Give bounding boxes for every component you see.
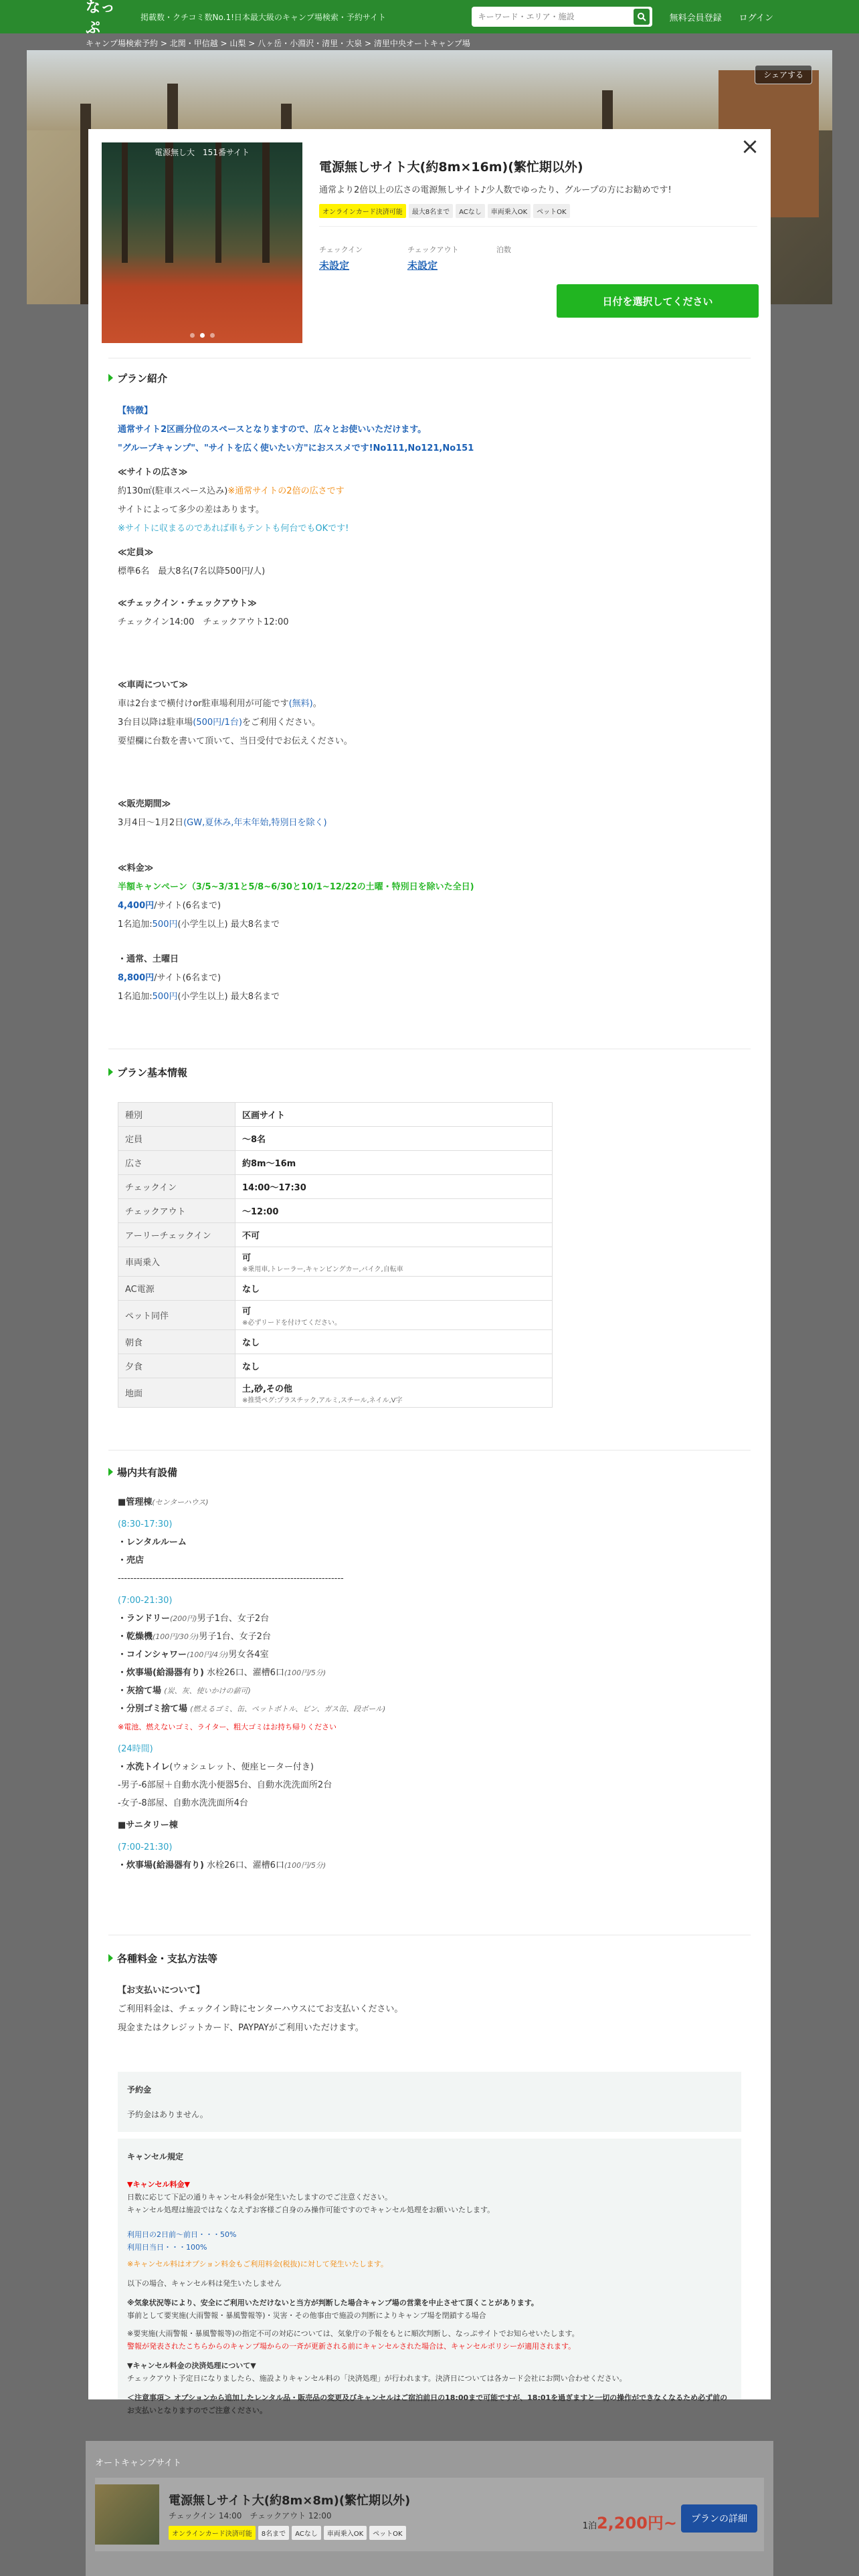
text: /サイト(6名まで) bbox=[154, 973, 221, 983]
text: ご利用料金は、チェックイン時にセンターハウスにてお支払いください。 bbox=[118, 2004, 403, 2014]
info-row bbox=[118, 1151, 553, 1175]
info-key: 広さ bbox=[118, 1151, 235, 1175]
text bbox=[118, 1610, 385, 1628]
photo-tree bbox=[215, 142, 221, 263]
photo-tree bbox=[122, 142, 128, 263]
info-value-text: 可 bbox=[242, 1306, 252, 1317]
text bbox=[118, 482, 474, 501]
text: 男子1台、女子2台 bbox=[199, 1632, 271, 1642]
info-key: 車両乗入 bbox=[118, 1247, 235, 1277]
info-key: AC電源 bbox=[118, 1277, 235, 1301]
text bbox=[118, 897, 474, 916]
info-row bbox=[118, 1330, 553, 1354]
text: 500円 bbox=[152, 920, 178, 930]
text: (センターハウス) bbox=[152, 1498, 209, 1507]
photo-caption: 電源無し大 151番サイト bbox=[154, 148, 250, 157]
text: 通常サイト2区画分位のスペースとなりますので、広々とお使いいただけます。 bbox=[118, 425, 427, 435]
text: 1名追加: bbox=[118, 992, 153, 1002]
text: 3台目以降は駐車場 bbox=[118, 718, 193, 728]
tag: ACなし bbox=[292, 2526, 321, 2540]
divider bbox=[319, 226, 757, 227]
hero-sky bbox=[27, 50, 832, 130]
plan-modal bbox=[88, 129, 771, 2415]
checkout-label: チェックアウト bbox=[407, 245, 459, 254]
text: ------------------------------------------------------------------------ bbox=[118, 1574, 344, 1584]
text: ・水洗トイレ bbox=[118, 1762, 170, 1772]
text: (100円/30分) bbox=[153, 1632, 199, 1641]
plan-intro-text bbox=[118, 402, 474, 1006]
text: ■サニタリー棟 bbox=[118, 1820, 178, 1830]
text: 500円 bbox=[152, 992, 178, 1002]
info-value bbox=[235, 1378, 553, 1408]
tag: ペットOK bbox=[533, 204, 569, 218]
text: (100円/5分) bbox=[284, 1861, 326, 1870]
text: (100円/5分) bbox=[284, 1669, 326, 1677]
text: (炭、灰、使いかけの薪可) bbox=[164, 1687, 251, 1695]
text: 男女各4室 bbox=[228, 1650, 269, 1660]
section-title: オートキャンプサイト bbox=[95, 2458, 182, 2468]
text: /サイト(6名まで) bbox=[154, 901, 221, 911]
info-key: 朝食 bbox=[118, 1330, 235, 1354]
text: 半額キャンペーン（3/5~3/31と5/8~6/30と10/1~12/22の土曜・特別日を除いた全日) bbox=[118, 882, 474, 892]
plan-detail-button[interactable]: プランの詳細 bbox=[681, 2504, 757, 2533]
text: -男子-6部屋＋自動水洗小便器5台、自動水洗洗面所2台 bbox=[118, 1780, 332, 1790]
text: 利用日当日・・・100% bbox=[127, 2243, 207, 2252]
tag: 最大8名まで bbox=[409, 204, 453, 218]
text bbox=[118, 1493, 385, 1511]
text bbox=[118, 988, 474, 1006]
text: 8,800円 bbox=[118, 973, 155, 983]
text: (24時間) bbox=[118, 1744, 153, 1754]
breadcrumb-item[interactable]: 山梨 bbox=[229, 39, 246, 48]
checkin-value[interactable]: 未設定 bbox=[319, 259, 350, 272]
text: 【お支払いについて】 bbox=[118, 1985, 205, 1996]
text bbox=[118, 1700, 385, 1718]
text: -女子-8部屋、自動水洗洗面所4台 bbox=[118, 1798, 248, 1808]
info-value bbox=[235, 1151, 553, 1175]
plan-title: 電源無しサイト大(約8m×16m)(繁忙期以外) bbox=[319, 160, 583, 175]
plan-card-times: チェックイン 14:00 チェックアウト 12:00 bbox=[169, 2511, 332, 2520]
deposit-text: 予約金はありません。 bbox=[127, 2110, 208, 2119]
text: チェックイン14:00 チェックアウト12:00 bbox=[118, 617, 289, 627]
text: 水栓26口、濯槽6口 bbox=[207, 1668, 284, 1678]
info-note: ※推奨ペグ:プラスチック,アルミ,スチール,ネイル,V字 bbox=[242, 1396, 403, 1404]
info-value-text: なし bbox=[242, 1362, 260, 1372]
site-tagline: 掲載数・クチコミ数No.1!日本最大級のキャンプ場検索・予約サイト bbox=[140, 12, 387, 22]
price-prefix: 1泊 bbox=[582, 2521, 597, 2531]
text: 4,400円 bbox=[118, 901, 155, 911]
info-row bbox=[118, 1354, 553, 1378]
text bbox=[118, 1664, 385, 1682]
text: 事前として要実施(大雨警報・暴風警報等)・災害・その他事由で施設の判断によりキャンプ場を閉鎖する場合 bbox=[127, 2311, 486, 2320]
cancel-heading: キャンセル規定 bbox=[127, 2152, 184, 2161]
text: をご利用ください。 bbox=[242, 718, 320, 728]
register-link[interactable]: 無料会員登録 bbox=[669, 13, 722, 23]
text: 車は2台まで横付けor駐車場利用が可能です bbox=[118, 699, 289, 709]
plan-thumbnail bbox=[95, 2484, 159, 2545]
info-value bbox=[235, 1199, 553, 1223]
text: 約130㎡(駐車スペース込み) bbox=[118, 486, 228, 496]
text: 水栓26口、濯槽6口 bbox=[207, 1860, 284, 1870]
carousel-dot[interactable] bbox=[210, 333, 215, 338]
text bbox=[118, 714, 474, 732]
info-key: 定員 bbox=[118, 1127, 235, 1151]
plan-card-title[interactable]: 電源無しサイト大(約8m×8m)(繁忙期以外) bbox=[169, 2494, 411, 2508]
breadcrumb-item[interactable]: 清里中央オートキャンプ場 bbox=[373, 39, 470, 48]
text: ※サイトに収まるのであれば車もテントも何台でもOKです! bbox=[118, 524, 349, 534]
text bbox=[118, 1628, 385, 1646]
info-value bbox=[235, 1354, 553, 1378]
tag: 8名まで bbox=[258, 2526, 289, 2540]
nights-label: 泊数 bbox=[496, 245, 511, 254]
divider bbox=[108, 1450, 751, 1451]
plan-subtitle: 通常より2倍以上の広さの電源無しサイト♪少人数でゆったり、グループの方にお勧めです! bbox=[319, 185, 672, 195]
text: (200円) bbox=[170, 1614, 197, 1623]
text: (無料) bbox=[288, 699, 313, 709]
text: ▼キャンセル料金▼ bbox=[127, 2180, 190, 2189]
text: ※電池、燃えないゴミ、ライター、粗大ゴミはお持ち帰りください bbox=[118, 1723, 337, 1731]
text: ■管理棟 bbox=[118, 1497, 153, 1507]
text: (ウォシュレット、便座ヒーター付き) bbox=[169, 1762, 314, 1772]
breadcrumb-item[interactable]: 八ヶ岳・小淵沢・清里・大泉 bbox=[258, 39, 363, 48]
text: (500円/1台) bbox=[193, 718, 242, 728]
text: (7:00-21:30) bbox=[118, 1596, 173, 1606]
info-row bbox=[118, 1175, 553, 1199]
info-key: 種別 bbox=[118, 1103, 235, 1127]
tag: ペットOK bbox=[369, 2526, 405, 2540]
info-row bbox=[118, 1247, 553, 1277]
text: 男子1台、女子2台 bbox=[197, 1614, 270, 1624]
text: (7:00-21:30) bbox=[118, 1842, 173, 1852]
checkout-value[interactable]: 未設定 bbox=[407, 259, 438, 272]
text: ※キャンセル料はオプション料金もご利用料金(税抜)に対して発生いたします。 bbox=[127, 2260, 388, 2268]
text: ・レンタルルーム bbox=[118, 1537, 187, 1547]
text: (小学生以上) 最大8名まで bbox=[177, 992, 280, 1002]
plan-tags bbox=[319, 204, 570, 218]
text: "グループキャンプ"、"サイトを広く使いたい方"におススメです!No111,No121,No151 bbox=[118, 443, 474, 453]
text: キャンセル処理は施設ではなくなえずお客様ご自身のみ操作可能ですのでキャンセル処理をお願いいたします。 bbox=[127, 2206, 495, 2214]
share-button[interactable]: シェアする bbox=[755, 65, 812, 84]
deposit-heading: 予約金 bbox=[127, 2085, 152, 2095]
info-value-text: なし bbox=[242, 1285, 260, 1295]
text: (8:30-17:30) bbox=[118, 1519, 173, 1529]
text: ※要実施(大雨警報・暴風警報等)の指定不可の対応については、気象庁の予報をもとに順次判断し、なっぷサイトでお知らせいたします。 bbox=[127, 2329, 579, 2338]
text: 日数に応じて下記の通りキャンセル料金が発生いたしますのでご注意ください。 bbox=[127, 2193, 392, 2202]
text: ※通常サイトの2倍の広さです bbox=[227, 486, 345, 496]
text: 。 bbox=[312, 699, 322, 709]
carousel-dot[interactable] bbox=[190, 333, 195, 338]
payment-text bbox=[118, 1981, 403, 2038]
search-icon[interactable] bbox=[634, 9, 650, 25]
info-note: ※必ずリードを付けてください。 bbox=[242, 1319, 341, 1327]
text bbox=[118, 1856, 385, 1874]
info-key: チェックイン bbox=[118, 1175, 235, 1199]
section-heading: 各種料金・支払方法等 bbox=[108, 1951, 217, 1965]
info-value bbox=[235, 1247, 553, 1277]
info-value bbox=[235, 1301, 553, 1330]
text: 要望欄に台数を書いて頂いて、当日受付でお伝えください。 bbox=[118, 736, 353, 746]
info-value-text: ～12:00 bbox=[242, 1207, 279, 1217]
text: ・ランドリー bbox=[118, 1614, 171, 1624]
text bbox=[118, 1682, 385, 1700]
info-value bbox=[235, 1175, 553, 1199]
cancel-policy-box bbox=[118, 2139, 741, 2415]
info-key: チェックアウト bbox=[118, 1199, 235, 1223]
text: 【特徴】 bbox=[118, 406, 153, 416]
tag: オンラインカード決済可能 bbox=[319, 204, 406, 218]
plan-card[interactable] bbox=[95, 2478, 764, 2551]
photo-tree bbox=[262, 142, 270, 263]
tag: オンラインカード決済可能 bbox=[169, 2526, 256, 2540]
text: チェックアウト予定日になりましたら、施設よりキャンセル料の「決済処理」が行われます。決済日については各カード会社にお問い合わせください。 bbox=[127, 2374, 627, 2383]
info-row bbox=[118, 1223, 553, 1247]
deposit-box bbox=[118, 2072, 741, 2132]
text: (小学生以上) 最大8名まで bbox=[177, 920, 280, 930]
text bbox=[118, 969, 474, 988]
info-value bbox=[235, 1277, 553, 1301]
login-link[interactable]: ログイン bbox=[739, 13, 773, 23]
section-heading: プラン基本情報 bbox=[108, 1065, 187, 1079]
breadcrumb-item[interactable]: キャンプ場検索予約 bbox=[86, 39, 159, 48]
text: ≪定員≫ bbox=[118, 548, 154, 558]
text: ・コインシャワー bbox=[118, 1650, 187, 1660]
info-value bbox=[235, 1127, 553, 1151]
select-date-button[interactable]: 日付を選択してください bbox=[557, 284, 759, 318]
info-row bbox=[118, 1199, 553, 1223]
info-key: ペット同伴 bbox=[118, 1301, 235, 1330]
info-row bbox=[118, 1378, 553, 1408]
carousel-dot[interactable] bbox=[200, 333, 205, 338]
info-value-text: ～8名 bbox=[242, 1135, 266, 1145]
info-value bbox=[235, 1330, 553, 1354]
info-value-text: 約8m～16m bbox=[242, 1159, 296, 1169]
text: (燃えるゴミ、缶、ペットボトル、ビン、ガス缶、段ボール) bbox=[190, 1705, 386, 1713]
info-value bbox=[235, 1223, 553, 1247]
facilities-text bbox=[118, 1493, 385, 1874]
text: ・乾燥機 bbox=[118, 1632, 153, 1642]
text bbox=[118, 1758, 385, 1776]
info-value bbox=[235, 1103, 553, 1127]
text: 標準6名 最大8名(7名以降500円/人) bbox=[118, 566, 266, 576]
info-key: 地面 bbox=[118, 1378, 235, 1408]
info-row bbox=[118, 1277, 553, 1301]
text: 以下の場合、キャンセル料は発生いたしません bbox=[127, 2279, 282, 2288]
text: ≪サイトの広さ≫ bbox=[118, 467, 188, 477]
text: ≪車両について≫ bbox=[118, 680, 188, 690]
plan-info-table bbox=[118, 1102, 553, 1408]
text: 警報が発表されたこちらからのキャンプ場からの一斉が更新される前にキャンセルされた場合は、キャンセルポリシーが適用されます。 bbox=[127, 2342, 576, 2351]
text: 利用日の2日前〜前日・・・50% bbox=[127, 2230, 237, 2239]
info-value-text: 可 bbox=[242, 1253, 252, 1263]
text: 現金またはクレジットカード、PAYPAYがご利用いただけます。 bbox=[118, 2023, 364, 2033]
text bbox=[118, 916, 474, 934]
text: ・通常、土曜日 bbox=[118, 954, 179, 964]
text bbox=[118, 1646, 385, 1664]
info-value-text: なし bbox=[242, 1338, 260, 1348]
header-search bbox=[472, 7, 652, 27]
text: ・炊事場(給湯器有り) bbox=[118, 1860, 204, 1870]
text: ・灰捨て場 bbox=[118, 1686, 162, 1696]
text: (GW,夏休み,年末年始,特別日を除く) bbox=[183, 818, 327, 828]
section-heading: 場内共有設備 bbox=[108, 1465, 177, 1479]
text: 3月4日〜1月2日 bbox=[118, 818, 184, 828]
text: ≪チェックイン・チェックアウト≫ bbox=[118, 599, 257, 609]
text bbox=[118, 695, 474, 714]
close-icon[interactable]: × bbox=[740, 133, 760, 160]
text: 1名追加: bbox=[118, 920, 153, 930]
info-row bbox=[118, 1127, 553, 1151]
info-value-text: 区画サイト bbox=[242, 1111, 286, 1121]
info-value-text: 14:00～17:30 bbox=[242, 1183, 306, 1193]
breadcrumb-item[interactable]: 北関・甲信越 bbox=[169, 39, 218, 48]
plan-card-price bbox=[583, 2510, 677, 2533]
site-header bbox=[0, 0, 859, 37]
info-note: ※乗用車,トレーラー,キャンピングカー,バイク,自転車 bbox=[242, 1265, 403, 1273]
info-key: アーリーチェックイン bbox=[118, 1223, 235, 1247]
text: サイトによって多少の差はあります。 bbox=[118, 505, 265, 515]
text: ・売店 bbox=[118, 1555, 145, 1566]
photo-tree bbox=[165, 142, 173, 263]
info-value-text: 土,砂,その他 bbox=[242, 1384, 292, 1394]
info-row bbox=[118, 1103, 553, 1127]
carousel-dots bbox=[102, 333, 302, 338]
text: ▼キャンセル料金の決済処理について▼ bbox=[127, 2361, 256, 2370]
text: (100円/4分) bbox=[187, 1650, 229, 1659]
text bbox=[118, 814, 474, 833]
info-key: 夕食 bbox=[118, 1354, 235, 1378]
tag: ACなし bbox=[456, 204, 485, 218]
breadcrumb: キャンプ場検索予約 > 北関・甲信越 > 山梨 > 八ヶ岳・小淵沢・清里・大泉 > 清里中央オートキャンプ場 bbox=[86, 39, 470, 48]
section-heading: プラン紹介 bbox=[108, 371, 167, 385]
search-input[interactable] bbox=[478, 12, 634, 21]
checkin-label: チェックイン bbox=[319, 245, 363, 254]
price-value: 2,200円~ bbox=[596, 2514, 677, 2533]
info-value-text: 不可 bbox=[242, 1231, 260, 1241]
text: ・分別ゴミ捨て場 bbox=[118, 1704, 188, 1714]
plan-photo[interactable] bbox=[102, 142, 302, 343]
site-logo[interactable]: なっぷ bbox=[86, 0, 116, 37]
info-row bbox=[118, 1301, 553, 1330]
text: ≪販売期間≫ bbox=[118, 799, 171, 809]
tag: 車両乗入OK bbox=[488, 204, 531, 218]
text: ≪料金≫ bbox=[118, 863, 154, 873]
text: ＜注意事項＞ オプションから追加したレンタル品・販売品の変更及びキャンセルはご宿泊前日の18:00まで可能ですが、18:01を過ぎますと一切の操作ができなくなるため必ず前のお支払いとなりますのでご注意ください。 bbox=[127, 2393, 728, 2415]
text: ・炊事場(給湯器有り) bbox=[118, 1668, 204, 1678]
text: ※気象状況等により、安全にご利用いただけないと当方が判断した場合キャンプ場の営業を中止させて頂くことがあります。 bbox=[127, 2298, 539, 2307]
tag: 車両乗入OK bbox=[324, 2526, 367, 2540]
